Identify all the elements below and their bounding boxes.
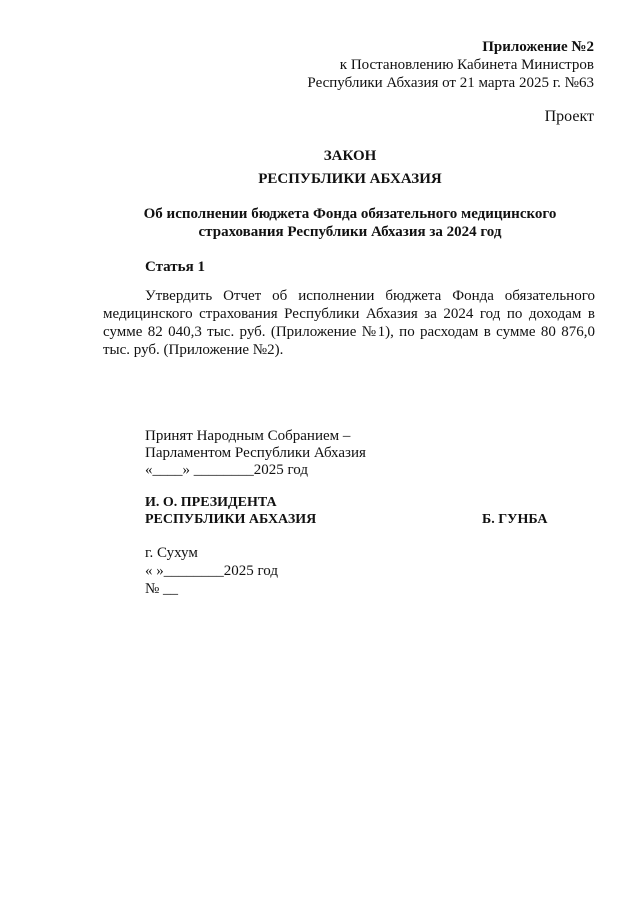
article-text-line3: сумме 82 040,3 тыс. руб. (Приложение №1), по расходам в сумме 80 876,0	[103, 324, 595, 340]
adoption-line2: Парламентом Республики Абхазия	[145, 445, 366, 461]
adoption-date: «____» ________2025 год	[145, 462, 308, 478]
draft-label: Проект	[544, 108, 594, 125]
appendix-title: Приложение №2	[482, 39, 594, 55]
adoption-line1: Принят Народным Собранием –	[145, 428, 351, 444]
document-number: № __	[145, 581, 179, 597]
appendix-ref-line1: к Постановлению Кабинета Министров	[339, 57, 594, 73]
appendix-ref-line2: Республики Абхазия от 21 марта 2025 г. №63	[307, 75, 594, 91]
article-text-line4: тыс. руб. (Приложение №2).	[103, 342, 284, 358]
signatory-name: Б. ГУНБА	[482, 512, 548, 527]
law-title: ЗАКОН	[323, 148, 377, 164]
article-text-line1: Утвердить Отчет об исполнении бюджета Фонда обязательного	[145, 288, 595, 304]
signatory-title-line1: И. О. ПРЕЗИДЕНТА	[145, 495, 277, 510]
footer-date: « »________2025 год	[145, 563, 278, 579]
republic-title: РЕСПУБЛИКИ АБХАЗИЯ	[258, 171, 442, 187]
article-text-line2: медицинского страхования Республики Абхазия за 2024 год по доходам в	[103, 306, 595, 322]
article-heading: Статья 1	[145, 259, 205, 275]
city-line: г. Сухум	[145, 545, 198, 561]
subject-line2: страхования Республики Абхазия за 2024 год	[198, 224, 502, 240]
subject-line1: Об исполнении бюджета Фонда обязательного медицинского	[143, 206, 557, 222]
signatory-title-line2: РЕСПУБЛИКИ АБХАЗИЯ	[145, 512, 317, 527]
